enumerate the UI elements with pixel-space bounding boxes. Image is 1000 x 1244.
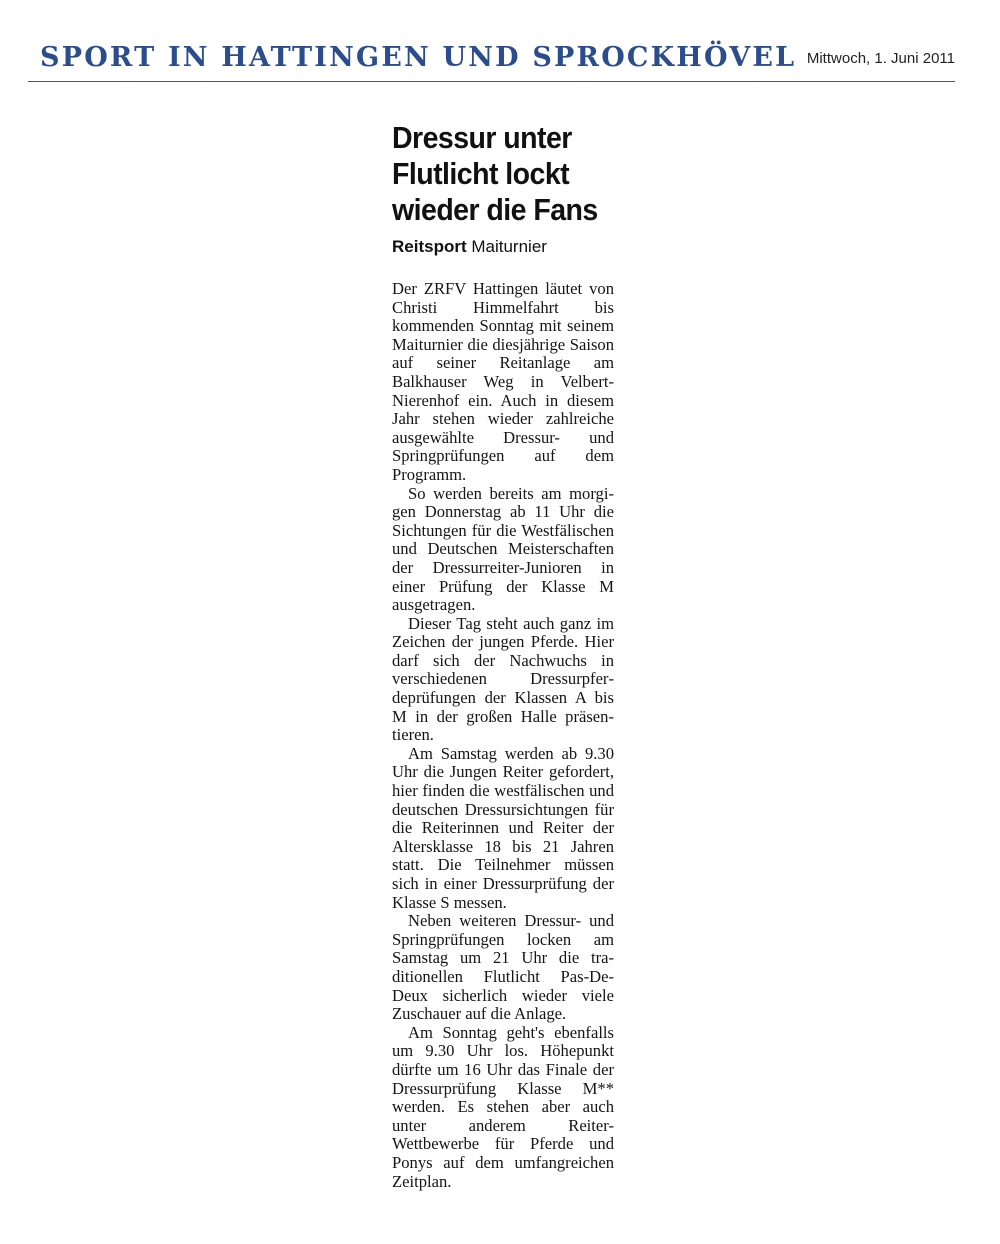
section-title: SPORT IN HATTINGEN UND SPROCKHÖVEL	[40, 42, 797, 73]
issue-date: Mittwoch, 1. Juni 2011	[806, 50, 955, 67]
article-headline: Dressur unter Flutlicht lockt wieder die Fans	[392, 120, 598, 227]
news-article	[392, 120, 614, 1191]
article-paragraph: Am Samstag werden ab 9.30 Uhr die Jungen Reiter gefordert, hier finden die westfälischen und deutschen Dressursichtungen für die Reiterinnen und Reiter der Altersklasse 18 bis 21 Jahren statt. Die Teilnehmer müssen sich in einer Dressurprüfung der Klasse S messen.	[392, 743, 614, 912]
article-paragraph: Neben weiteren Dressur- und Springprüfungen locken am Samstag um 21 Uhr die traditionellen Flutlicht Pas-De-Deux sicherlich wieder viele Zuschauer auf die Anlage.	[392, 911, 614, 1024]
article-paragraph: So werden bereits am morgigen Donnerstag ab 11 Uhr die Sichtungen für die Westfälischen und Deutschen Meisterschaften der Dressurreiter-Junioren in einer Prüfung der Klasse M ausgetragen.	[392, 483, 614, 615]
header-divider	[28, 81, 955, 82]
kicker-subtopic: Maiturnier	[471, 237, 547, 256]
article-body	[392, 280, 614, 1191]
article-paragraph: Am Sonntag geht's ebenfalls um 9.30 Uhr los. Höhepunkt dürfte um 16 Uhr das Finale der Dressurprüfung Klasse M** werden. Es stehen aber auch unter anderem Reiter-Wettbewerbe für Pferde und Ponys auf dem umfangreichen Zeitplan.	[392, 1022, 614, 1191]
page-header	[30, 38, 955, 82]
article-paragraph: Der ZRFV Hattingen läutet von Christi Himmelfahrt bis kommenden Sonntag mit seinem Maiturnier die diesjährige Saison auf seiner Reitanlage am Balkhauser Weg in Velbert-Nierenhof ein. Auch in diesem Jahr stehen wieder zahlreiche ausgewählte Dressur- und Springprüfungen auf dem Programm.	[392, 279, 614, 484]
article-paragraph: Dieser Tag steht auch ganz im Zeichen der jungen Pferde. Hier darf sich der Nachwuchs in verschiedenen Dressurpferdeprüfungen der Klassen A bis M in der großen Halle präsentieren.	[392, 613, 614, 745]
article-kicker	[392, 236, 614, 258]
kicker-topic: Reitsport	[392, 237, 467, 256]
